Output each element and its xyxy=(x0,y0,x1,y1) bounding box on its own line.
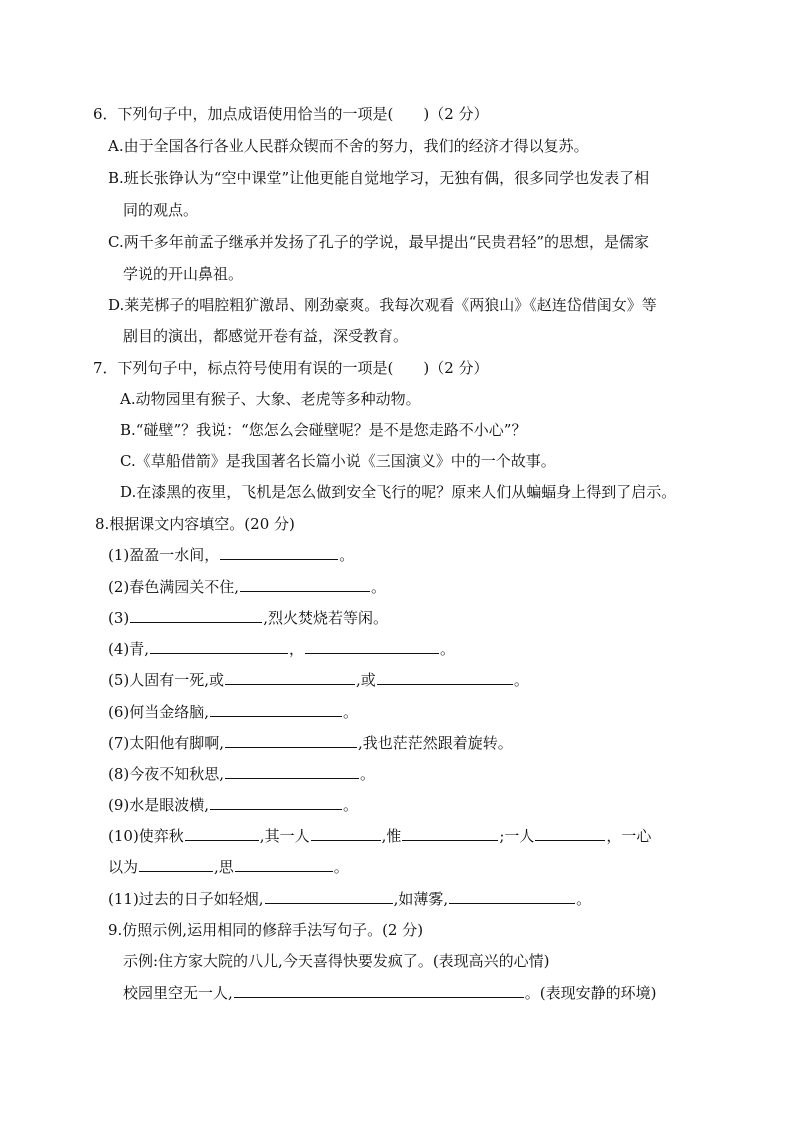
q8-item-5-prefix: (5)人固有一死,或 xyxy=(108,671,225,689)
q6-option-c-line2: 学说的开山鼻祖。 xyxy=(123,265,244,283)
q8-item-2-prefix: (2)春色满园关不住, xyxy=(108,578,240,596)
answer-blank[interactable] xyxy=(130,608,262,623)
q8-item-8 xyxy=(108,764,375,784)
q8-item-6-prefix: (6)何当金络脑, xyxy=(108,703,210,721)
q8-item-11-suffix: 。 xyxy=(576,890,592,908)
q9-task-prefix: 校园里空无一人, xyxy=(123,984,233,1002)
q8-item-1-prefix: (1)盈盈一水间， xyxy=(108,546,220,564)
q9-stem: 9.仿照示例,运用相同的修辞手法写句子。(2 分) xyxy=(108,921,424,939)
answer-blank[interactable] xyxy=(150,639,288,654)
q7-option-a: A.动物园里有猴子、大象、老虎等多种动物。 xyxy=(120,390,421,408)
answer-blank[interactable] xyxy=(535,826,605,841)
q6-stem: 6．下列句子中，加点成语使用恰当的一项是( )（2 分） xyxy=(93,105,489,123)
answer-blank[interactable] xyxy=(235,857,333,872)
answer-blank[interactable] xyxy=(377,670,513,685)
q8-item-5-separator: ,或 xyxy=(356,671,376,689)
q8-item-9-prefix: (9)水是眼波横, xyxy=(108,796,210,814)
answer-blank[interactable] xyxy=(311,826,381,841)
q8-item-10-part5: ，一心 xyxy=(606,827,652,845)
q8-item-5 xyxy=(108,670,529,690)
q8-stem: 8.根据课文内容填空。(20 分) xyxy=(95,515,295,533)
q9-task xyxy=(123,983,657,1003)
answer-blank[interactable] xyxy=(402,826,498,841)
q9-task-suffix: 。(表现安静的环境) xyxy=(524,984,657,1002)
q8-item-10-part6: 以为 xyxy=(108,858,139,876)
q8-item-3-suffix: ,烈火焚烧若等闲。 xyxy=(263,609,389,627)
q7-option-b: B.“碰壁”？我说：“您怎么会碰壁呢？是不是您走路不小心”？ xyxy=(120,421,527,439)
q8-item-8-suffix: 。 xyxy=(360,765,376,783)
q8-item-7 xyxy=(108,733,513,753)
q8-item-8-prefix: (8)今夜不知秋思, xyxy=(108,765,225,783)
answer-blank[interactable] xyxy=(449,889,575,904)
answer-blank[interactable] xyxy=(185,826,259,841)
q7-option-d: D.在漆黑的夜里，飞机是怎么做到安全飞行的呢？原来人们从蝙蝠身上得到了启示。 xyxy=(120,483,677,501)
answer-blank[interactable] xyxy=(139,857,213,872)
q8-item-4 xyxy=(108,639,455,659)
q7-option-c: C.《草船借箭》是我国著名长篇小说《三国演义》中的一个故事。 xyxy=(120,452,556,470)
q6-option-b-line1: B.班长张铮认为“空中课堂”让他更能自觉地学习，无独有偶，很多同学也发表了相 xyxy=(108,169,650,187)
q7-stem: 7．下列句子中，标点符号使用有误的一项是( )（2 分） xyxy=(93,359,489,377)
answer-blank[interactable] xyxy=(234,983,524,998)
answer-blank[interactable] xyxy=(210,795,342,810)
q8-item-10-part2: ,其一人 xyxy=(259,827,310,845)
answer-blank[interactable] xyxy=(225,670,355,685)
q8-item-6-suffix: 。 xyxy=(343,703,359,721)
q8-item-9-suffix: 。 xyxy=(343,796,359,814)
q8-item-5-suffix: 。 xyxy=(513,671,529,689)
answer-blank[interactable] xyxy=(240,577,370,592)
answer-blank[interactable] xyxy=(225,733,357,748)
q8-item-4-suffix: 。 xyxy=(440,640,456,658)
q8-item-10-part1: (10)使弈秋 xyxy=(108,827,184,845)
q6-option-c-line1: C.两千多年前孟子继承并发扬了孔子的学说，最早提出“民贵君轻”的思想，是儒家 xyxy=(108,233,650,251)
answer-blank[interactable] xyxy=(225,764,359,779)
q6-option-a: A.由于全国各行各业人民群众锲而不舍的努力，我们的经济才得以复苏。 xyxy=(108,137,589,155)
q8-item-2 xyxy=(108,577,386,597)
q8-item-11-prefix: (11)过去的日子如轻烟, xyxy=(108,890,264,908)
answer-blank[interactable] xyxy=(220,545,338,560)
q8-item-10-line2 xyxy=(108,857,349,877)
q8-item-7-prefix: (7)太阳他有脚啊, xyxy=(108,734,225,752)
q8-item-1-suffix: 。 xyxy=(339,546,355,564)
q8-item-4-separator: ， xyxy=(289,640,305,658)
answer-blank[interactable] xyxy=(265,889,393,904)
q8-item-10-part8: 。 xyxy=(333,858,349,876)
q8-item-1 xyxy=(108,545,354,565)
q6-option-b-line2: 同的观点。 xyxy=(123,201,199,219)
q8-item-4-prefix: (4)青, xyxy=(108,640,150,658)
q8-item-6 xyxy=(108,702,358,722)
q8-item-11-separator: ,如薄雾, xyxy=(393,890,449,908)
q8-item-3 xyxy=(108,608,388,628)
q6-option-d-line2: 剧目的演出，都感觉开卷有益，深受教育。 xyxy=(123,327,409,345)
answer-blank[interactable] xyxy=(305,639,439,654)
q8-item-11 xyxy=(108,889,591,909)
q8-item-10-part4: ;一人 xyxy=(499,827,535,845)
answer-blank[interactable] xyxy=(210,702,342,717)
q8-item-3-prefix: (3) xyxy=(108,609,130,627)
q8-item-10-line1 xyxy=(108,826,651,846)
q8-item-10-part7: ,思 xyxy=(214,858,234,876)
q8-item-9 xyxy=(108,795,358,815)
q8-item-7-suffix: ,我也茫茫然跟着旋转。 xyxy=(358,734,513,752)
q8-item-10-part3: ,惟 xyxy=(381,827,402,845)
q6-option-d-line1: D.莱芜梆子的唱腔粗犷激昂、刚劲豪爽。我每次观看《两狼山》《赵连岱借闺女》等 xyxy=(108,296,657,314)
q8-item-2-suffix: 。 xyxy=(371,578,387,596)
q9-example: 示例:住方家大院的八儿,今天喜得快要发疯了。(表现高兴的心情) xyxy=(123,952,550,970)
